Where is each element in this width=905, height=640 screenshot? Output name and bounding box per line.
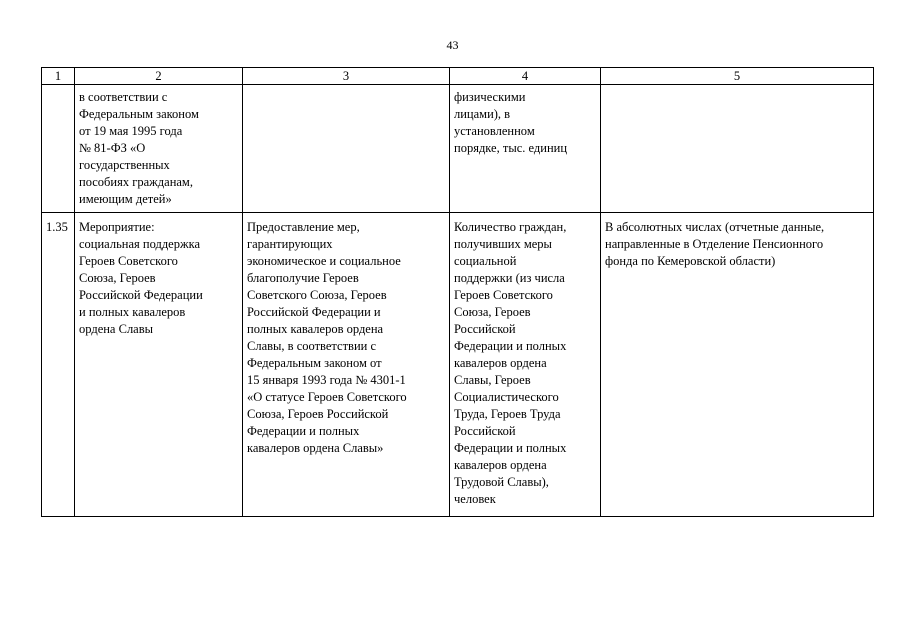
row-number-cell [42,85,75,213]
indicator-cell: физическими лицами), в установленном порядке, тыс. единиц [450,85,601,213]
column-header-2: 2 [75,68,243,85]
column-header-5: 5 [601,68,874,85]
method-cell: В абсолютных числах (отчетные данные, направленные в Отделение Пенсионного фонда по Кемеровской области) [601,213,874,517]
table-row [42,85,874,213]
column-header-4: 4 [450,68,601,85]
table-row [42,213,874,517]
column-header-1: 1 [42,68,75,85]
table-header-row [42,68,874,85]
event-name-cell: в соответствии с Федеральным законом от 19 мая 1995 года № 81-ФЗ «О государственных пособиях гражданам, имеющим детей» [75,85,243,213]
indicator-cell: Количество граждан, получивших меры социальной поддержки (из числа Героев Советского Союза, Героев Российской Федерации и полных кавалеров ордена Славы, Героев Социалистического Труда, Героев Труда Российской Федерации и полных кавалеров ордена Трудовой Славы), человек [450,213,601,517]
page-number: 43 [446,38,459,52]
description-cell [243,85,450,213]
event-name-cell: Мероприятие: социальная поддержка Героев Советского Союза, Героев Российской Федерации и полных кавалеров ордена Славы [75,213,243,517]
column-header-3: 3 [243,68,450,85]
data-table [41,67,874,517]
description-cell: Предоставление мер, гарантирующих экономическое и социальное благополучие Героев Советского Союза, Героев Российской Федерации и полных кавалеров ордена Славы, в соответствии с Федеральным законом от 15 января 1993 года № 4301-1 «О статусе Героев Советского Союза, Героев Российской Федерации и полных кавалеров ордена Славы» [243,213,450,517]
row-number-cell: 1.35 [42,213,75,517]
method-cell [601,85,874,213]
